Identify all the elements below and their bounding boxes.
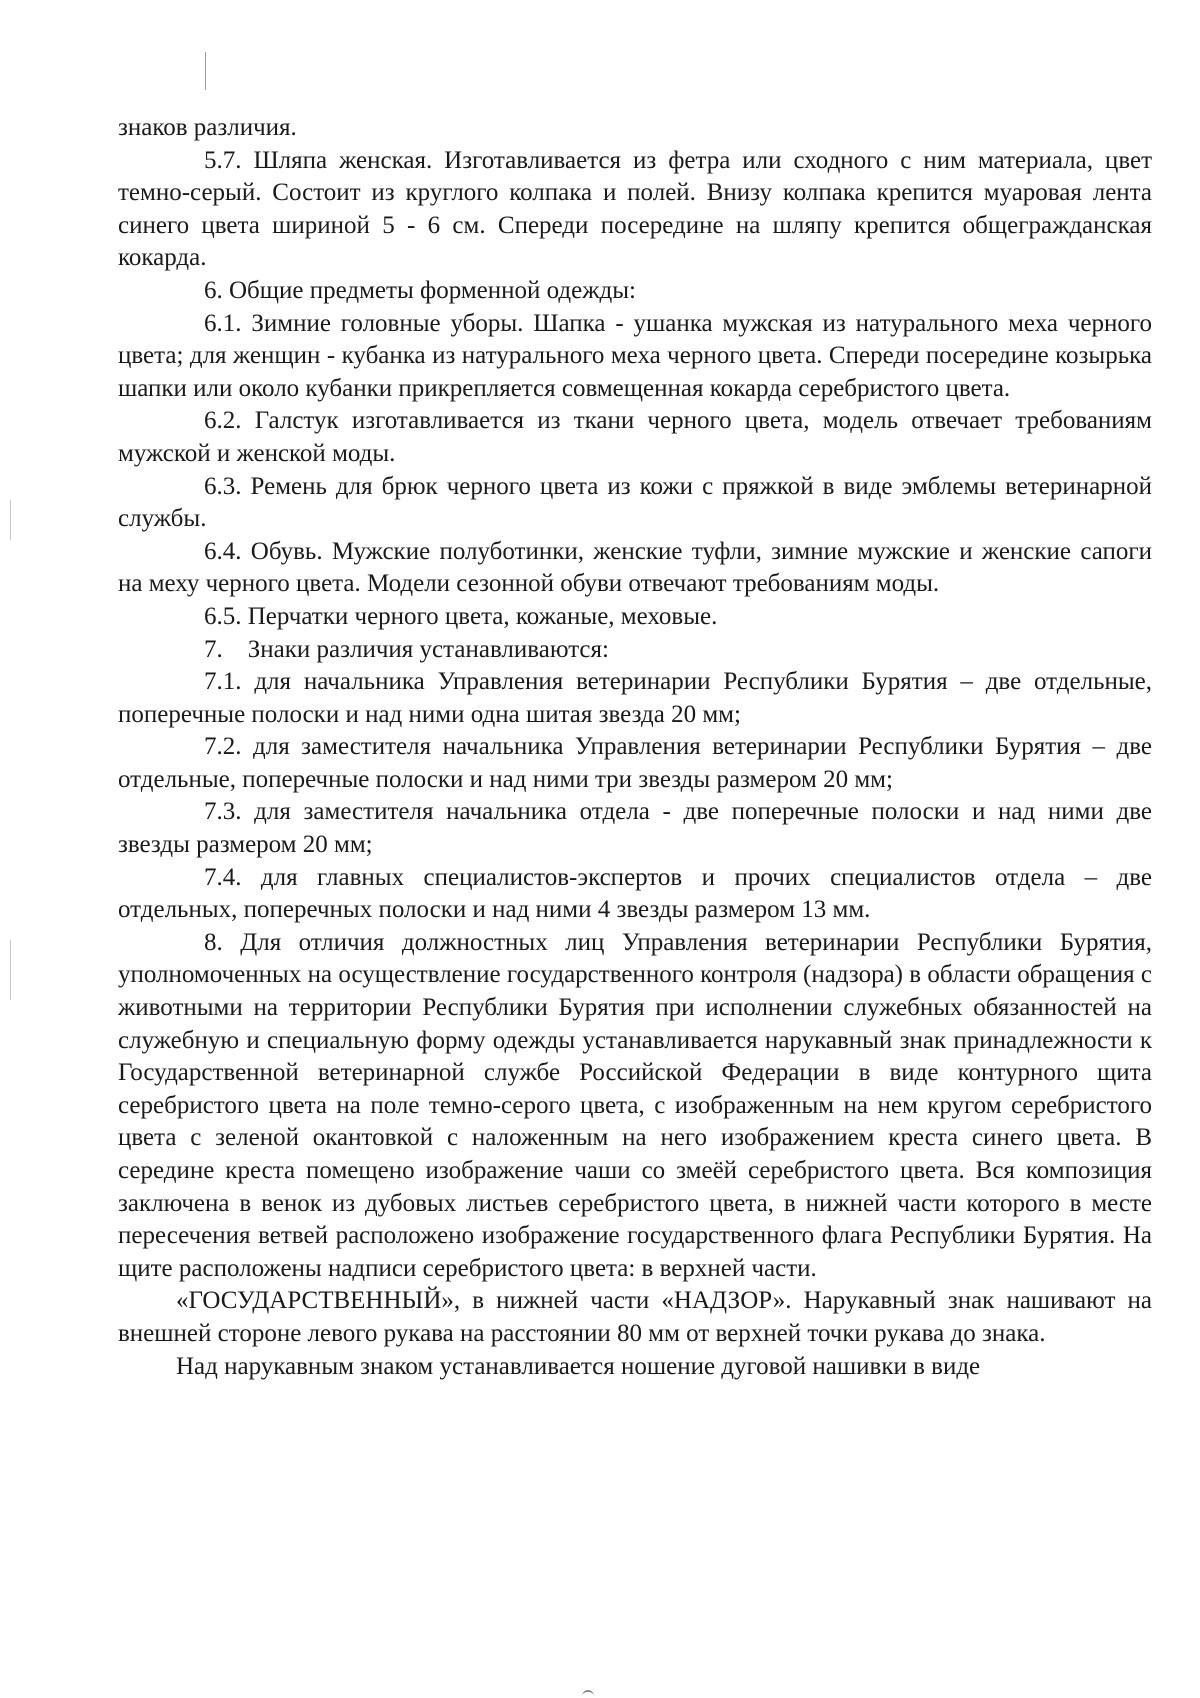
paragraph: «ГОСУДАРСТВЕННЫЙ», в нижней части «НАДЗОР». Нарукавный знак нашивают на внешней стороне левого рукава на расстоянии 80 мм от верхней точки рукава до знака. — [118, 1287, 1152, 1347]
paragraph: 6.3. Ремень для брюк черного цвета из кожи с пряжкой в виде эмблемы ветеринарной службы. — [118, 472, 1152, 533]
scan-artifact-left-2 — [10, 940, 11, 1000]
document-body — [118, 112, 1152, 1383]
page-number-fragment — [582, 1690, 594, 1698]
scan-artifact-left — [10, 500, 11, 540]
paragraph: 6.4. Обувь. Мужские полуботинки, женские туфли, зимние мужские и женские сапоги на меху черного цвета. Модели сезонной обуви отвечают требованиям моды. — [118, 537, 1152, 598]
paragraph: 7.2. для заместителя начальника Управления ветеринарии Республики Бурятия – две отдельные, поперечные полоски и над ними три звезды размером 20 мм; — [118, 733, 1152, 793]
paragraph: знаков различия. — [118, 114, 297, 141]
paragraph: 6.2. Галстук изготавливается из ткани черного цвета, модель отвечает требованиям мужской и женской моды. — [118, 407, 1152, 467]
paragraph: Над нарукавным знаком устанавливается ношение дуговой нашивки в виде — [176, 1352, 981, 1380]
paragraph: 5.7. Шляпа женская. Изготавливается из фетра или сходного с ним материала, цвет темно-серый. Состоит из круглого колпака и полей. Внизу колпака крепится муаровая лента синего цвета шириной 5 - 6 см. Спереди посередине на шляпу крепится общегражданская кокарда. — [118, 146, 1152, 272]
paragraph: 7.4. для главных специалистов-экспертов и прочих специалистов отдела – две отдельных, поперечных полоски и над ними 4 звезды размером 13 мм. — [118, 863, 1152, 924]
paragraph: 7.1. для начальника Управления ветеринарии Республики Бурятия – две отдельные, поперечные полоски и над ними одна шитая звезда 20 мм; — [118, 668, 1152, 728]
paragraph: 7.3. для заместителя начальника отдела - две поперечные полоски и над ними две звезды размером 20 мм; — [118, 798, 1152, 859]
paragraph: 6.1. Зимние головные уборы. Шапка - ушанка мужская из натурального меха черного цвета; для женщин - кубанка из натурального меха черного цвета. Спереди посередине козырька шапки или около кубанки прикрепляется совмещенная кокарда серебристого цвета. — [118, 309, 1152, 402]
paragraph: 8. Для отличия должностных лиц Управления ветеринарии Республики Бурятия, уполномоченных на осуществление государственного контроля (надзора) в области обращения с животными на территории Республики Бурятия при исполнении служебных обязанностей на служебную и специальную форму одежды устанавливается нарукавный знак принадлежности к Государственной ветеринарной службе Российской Федерации в виде контурного щита серебристого цвета на поле темно-серого цвета, с изображенным на нем кругом серебристого цвета с зеленой окантовкой с наложенным на него изображением креста синего цвета. В середине креста помещено изображение чаши со змеёй серебристого цвета. Вся композиция заключена в венок из дубовых листьев серебристого цвета, в нижней части которого в месте пересечения ветвей расположено изображение государственного флага Республики Бурятия. На щите расположены надписи серебристого цвета: в верхней части. — [118, 928, 1152, 1282]
paragraph: 7. Знаки различия устанавливаются: — [204, 635, 609, 663]
paragraph: 6. Общие предметы форменной одежды: — [204, 276, 636, 304]
scan-artifact-top — [205, 52, 206, 90]
paragraph: 6.5. Перчатки черного цвета, кожаные, меховые. — [204, 602, 718, 630]
